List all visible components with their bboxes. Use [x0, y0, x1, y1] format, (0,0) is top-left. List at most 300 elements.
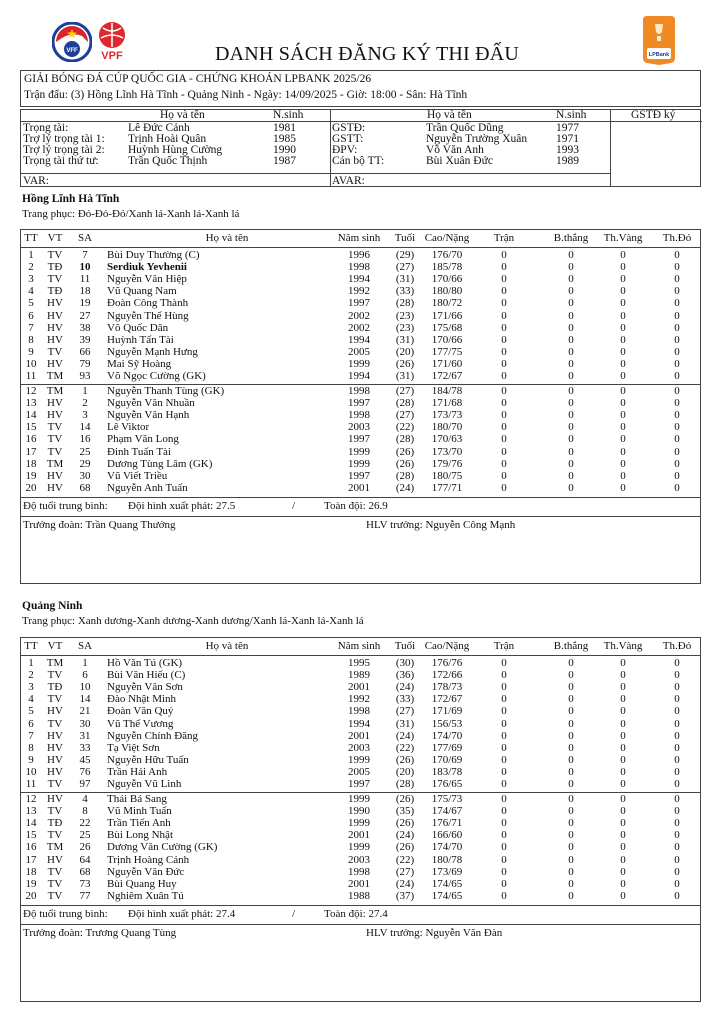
match-info-box: [20, 70, 701, 107]
player-name-cell: Tạ Việt Sơn: [107, 742, 160, 754]
red-cards-cell: 0: [674, 261, 680, 273]
goals-cell: 0: [568, 334, 574, 346]
red-cards-cell: 0: [674, 705, 680, 717]
birth-year-cell: 1999: [348, 793, 370, 805]
height-weight-cell: 176/76: [431, 657, 463, 669]
birth-year-cell: 1998: [348, 261, 370, 273]
yellow-cards-cell: 0: [620, 805, 626, 817]
red-cards-cell: 0: [674, 730, 680, 742]
number-cell: 13: [25, 397, 37, 409]
page-title: DANH SÁCH ĐĂNG KÝ THI ĐẤU: [214, 43, 520, 65]
age-cell: (26): [395, 446, 415, 458]
age-cell: (28): [395, 297, 415, 309]
goals-cell: 0: [568, 273, 574, 285]
red-cards-cell: 0: [674, 854, 680, 866]
red-cards-cell: 0: [674, 681, 680, 693]
age-cell: (27): [395, 385, 415, 397]
age-cell: (24): [395, 829, 415, 841]
matches-cell: 0: [501, 829, 507, 841]
official-year: 1981: [273, 122, 296, 134]
player-name-cell: Võ Ngọc Cường (GK): [107, 370, 206, 382]
yellow-cards-cell: 0: [620, 890, 626, 902]
age-cell: (24): [395, 681, 415, 693]
header-goals: B.thắng: [553, 640, 589, 652]
yellow-cards-cell: 0: [620, 817, 626, 829]
player-name-cell: Trịnh Hoàng Cảnh: [107, 854, 190, 866]
header-age: Tuổi: [394, 232, 416, 244]
staff-divider: [21, 924, 700, 925]
height-weight-cell: 156/53: [431, 718, 463, 730]
shirt-number-cell: 39: [79, 334, 91, 346]
player-name-cell: Nguyễn Chính Đăng: [107, 730, 199, 742]
shirt-number-cell: 1: [82, 657, 88, 669]
height-weight-cell: 177/71: [431, 482, 463, 494]
number-cell: 8: [28, 334, 34, 346]
height-weight-cell: 171/66: [431, 310, 463, 322]
age-cell: (22): [395, 742, 415, 754]
birth-year-cell: 2001: [348, 829, 370, 841]
birth-year-cell: 2005: [348, 346, 370, 358]
yellow-cards-cell: 0: [620, 310, 626, 322]
matches-cell: 0: [501, 458, 507, 470]
matches-cell: 0: [501, 334, 507, 346]
number-cell: 4: [28, 693, 34, 705]
height-weight-cell: 184/78: [431, 385, 463, 397]
height-weight-cell: 180/75: [431, 470, 463, 482]
match-details: Trận đấu: (3) Hồng Lĩnh Hà Tĩnh - Quảng Ninh - Ngày: 14/09/2025 - Giờ: 18:00 - Sân: Hà Tĩnh: [24, 89, 468, 101]
goals-cell: 0: [568, 778, 574, 790]
yellow-cards-cell: 0: [620, 421, 626, 433]
yellow-cards-cell: 0: [620, 766, 626, 778]
roster-header-row: [21, 641, 700, 653]
number-cell: 19: [25, 470, 37, 482]
goals-cell: 0: [568, 841, 574, 853]
average-divider: [21, 497, 700, 498]
birth-year-cell: 1999: [348, 841, 370, 853]
yellow-cards-cell: 0: [620, 482, 626, 494]
age-cell: (28): [395, 433, 415, 445]
shirt-number-cell: 76: [79, 766, 91, 778]
header-birth-year: Năm sinh: [337, 640, 381, 652]
yellow-cards-cell: 0: [620, 470, 626, 482]
height-weight-cell: 175/68: [431, 322, 463, 334]
position-cell: TV: [47, 878, 63, 890]
shirt-number-cell: 21: [79, 705, 91, 717]
team-kit-home: Trang phục: Đỏ-Đỏ-Đỏ/Xanh lá-Xanh lá-Xanh lá: [22, 208, 240, 220]
matches-cell: 0: [501, 841, 507, 853]
average-age-team: Toàn đội: 27.4: [324, 908, 388, 920]
age-cell: (31): [395, 370, 415, 382]
player-row: [21, 891, 700, 903]
number-cell: 7: [28, 730, 34, 742]
avar-label: AVAR:: [332, 175, 365, 187]
average-age-label: Độ tuổi trung bình:: [23, 908, 108, 920]
position-cell: HV: [47, 742, 63, 754]
height-weight-cell: 180/78: [431, 854, 463, 866]
height-weight-cell: 174/65: [431, 890, 463, 902]
height-weight-cell: 176/65: [431, 778, 463, 790]
yellow-cards-cell: 0: [620, 693, 626, 705]
number-cell: 3: [28, 273, 34, 285]
birth-year-cell: 1999: [348, 817, 370, 829]
goals-cell: 0: [568, 249, 574, 261]
birth-year-cell: 1994: [348, 273, 370, 285]
shirt-number-cell: 29: [79, 458, 91, 470]
average-divider: [21, 905, 700, 906]
matches-cell: 0: [501, 470, 507, 482]
player-name-cell: Trần Tiến Anh: [107, 817, 171, 829]
goals-cell: 0: [568, 793, 574, 805]
red-cards-cell: 0: [674, 346, 680, 358]
player-name-cell: Thái Bá Sang: [107, 793, 167, 805]
goals-cell: 0: [568, 421, 574, 433]
yellow-cards-cell: 0: [620, 458, 626, 470]
height-weight-cell: 170/66: [431, 334, 463, 346]
birth-year-cell: 1999: [348, 754, 370, 766]
number-cell: 17: [25, 446, 37, 458]
shirt-number-cell: 33: [79, 742, 91, 754]
header-sa: SA: [77, 232, 93, 244]
roster-header-row: [21, 233, 700, 245]
matches-cell: 0: [501, 370, 507, 382]
player-name-cell: Đào Nhật Minh: [107, 693, 177, 705]
position-cell: TV: [47, 778, 63, 790]
player-name-cell: Nguyễn Thanh Tùng (GK): [107, 385, 225, 397]
position-cell: HV: [47, 730, 63, 742]
official-year: 1977: [556, 122, 579, 134]
matches-cell: 0: [501, 261, 507, 273]
officials-header-year: N.sinh: [273, 109, 304, 121]
header-tt: TT: [24, 640, 38, 652]
birth-year-cell: 1988: [348, 890, 370, 902]
position-cell: HV: [47, 705, 63, 717]
birth-year-cell: 1996: [348, 249, 370, 261]
goals-cell: 0: [568, 705, 574, 717]
goals-cell: 0: [568, 261, 574, 273]
height-weight-cell: 173/69: [431, 866, 463, 878]
red-cards-cell: 0: [674, 297, 680, 309]
official-year: 1989: [556, 155, 579, 167]
shirt-number-cell: 4: [82, 793, 88, 805]
position-cell: HV: [47, 358, 63, 370]
shirt-number-cell: 22: [79, 817, 91, 829]
goals-cell: 0: [568, 397, 574, 409]
matches-cell: 0: [501, 322, 507, 334]
official-year: 1993: [556, 144, 579, 156]
number-cell: 10: [25, 766, 37, 778]
matches-cell: 0: [501, 718, 507, 730]
red-cards-cell: 0: [674, 370, 680, 382]
number-cell: 11: [25, 370, 37, 382]
goals-cell: 0: [568, 805, 574, 817]
official-year: 1985: [273, 133, 296, 145]
matches-cell: 0: [501, 793, 507, 805]
official-name: Trịnh Hoài Quân: [128, 133, 207, 145]
goals-cell: 0: [568, 681, 574, 693]
height-weight-cell: 179/76: [431, 458, 463, 470]
position-cell: HV: [47, 409, 63, 421]
goals-cell: 0: [568, 358, 574, 370]
red-cards-cell: 0: [674, 829, 680, 841]
official-role: Trợ lý trọng tài 1:: [23, 133, 105, 145]
position-cell: TĐ: [47, 681, 63, 693]
player-name-cell: Hồ Văn Tú (GK): [107, 657, 183, 669]
yellow-cards-cell: 0: [620, 370, 626, 382]
yellow-cards-cell: 0: [620, 657, 626, 669]
goals-cell: 0: [568, 669, 574, 681]
red-cards-cell: 0: [674, 693, 680, 705]
header-yellow-cards: Th.Vàng: [603, 232, 643, 244]
matches-cell: 0: [501, 854, 507, 866]
red-cards-cell: 0: [674, 482, 680, 494]
number-cell: 20: [25, 890, 37, 902]
average-age-starting: Đội hình xuất phát: 27.5: [128, 500, 236, 512]
red-cards-cell: 0: [674, 273, 680, 285]
supervisor-sign-header: GSTĐ ký: [631, 109, 676, 121]
official-name: Nguyễn Trường Xuân: [426, 133, 528, 145]
age-cell: (33): [395, 693, 415, 705]
age-cell: (24): [395, 482, 415, 494]
height-weight-cell: 176/70: [431, 249, 463, 261]
header-matches: Trận: [493, 640, 515, 652]
matches-cell: 0: [501, 778, 507, 790]
matches-cell: 0: [501, 297, 507, 309]
shirt-number-cell: 7: [82, 249, 88, 261]
height-weight-cell: 185/78: [431, 261, 463, 273]
player-name-cell: Dương Văn Cường (GK): [107, 841, 218, 853]
birth-year-cell: 2005: [348, 766, 370, 778]
age-cell: (27): [395, 409, 415, 421]
age-cell: (26): [395, 817, 415, 829]
yellow-cards-cell: 0: [620, 346, 626, 358]
svg-text:VFF: VFF: [66, 48, 78, 54]
goals-cell: 0: [568, 878, 574, 890]
shirt-number-cell: 16: [79, 433, 91, 445]
player-name-cell: Vũ Viết Triều: [107, 470, 168, 482]
matches-cell: 0: [501, 421, 507, 433]
red-cards-cell: 0: [674, 878, 680, 890]
age-cell: (23): [395, 310, 415, 322]
age-cell: (26): [395, 754, 415, 766]
header-name: Họ và tên: [205, 232, 249, 244]
number-cell: 3: [28, 681, 34, 693]
player-name-cell: Phạm Văn Long: [107, 433, 179, 445]
shirt-number-cell: 25: [79, 829, 91, 841]
number-cell: 10: [25, 358, 37, 370]
height-weight-cell: 172/67: [431, 370, 463, 382]
matches-cell: 0: [501, 249, 507, 261]
player-name-cell: Nguyễn Thế Hùng: [107, 310, 189, 322]
shirt-number-cell: 14: [79, 421, 91, 433]
number-cell: 16: [25, 433, 37, 445]
number-cell: 14: [25, 409, 37, 421]
birth-year-cell: 1997: [348, 433, 370, 445]
yellow-cards-cell: 0: [620, 793, 626, 805]
shirt-number-cell: 79: [79, 358, 91, 370]
shirt-number-cell: 31: [79, 730, 91, 742]
player-name-cell: Nghiêm Xuân Tú: [107, 890, 184, 902]
header-yellow-cards: Th.Vàng: [603, 640, 643, 652]
position-cell: TĐ: [47, 817, 63, 829]
number-cell: 19: [25, 878, 37, 890]
age-cell: (24): [395, 878, 415, 890]
red-cards-cell: 0: [674, 718, 680, 730]
matches-cell: 0: [501, 669, 507, 681]
shirt-number-cell: 64: [79, 854, 91, 866]
shirt-number-cell: 14: [79, 693, 91, 705]
officials-box: [20, 109, 701, 187]
number-cell: 11: [25, 778, 37, 790]
number-cell: 1: [28, 657, 34, 669]
height-weight-cell: 174/70: [431, 841, 463, 853]
official-role: GSTĐ:: [332, 122, 366, 134]
position-cell: TM: [46, 458, 64, 470]
official-year: 1971: [556, 133, 579, 145]
number-cell: 15: [25, 421, 37, 433]
age-cell: (28): [395, 397, 415, 409]
age-cell: (26): [395, 793, 415, 805]
birth-year-cell: 1995: [348, 657, 370, 669]
player-name-cell: Bùi Long Nhật: [107, 829, 173, 841]
birth-year-cell: 1998: [348, 705, 370, 717]
goals-cell: 0: [568, 890, 574, 902]
birth-year-cell: 2003: [348, 421, 370, 433]
number-cell: 18: [25, 866, 37, 878]
official-name: Trần Quốc Thịnh: [128, 155, 208, 167]
position-cell: HV: [47, 482, 63, 494]
yellow-cards-cell: 0: [620, 742, 626, 754]
red-cards-cell: 0: [674, 657, 680, 669]
player-row: [21, 706, 700, 718]
red-cards-cell: 0: [674, 866, 680, 878]
birth-year-cell: 2003: [348, 854, 370, 866]
official-year: 1990: [273, 144, 296, 156]
yellow-cards-cell: 0: [620, 397, 626, 409]
red-cards-cell: 0: [674, 778, 680, 790]
matches-cell: 0: [501, 310, 507, 322]
age-cell: (20): [395, 346, 415, 358]
position-cell: TV: [47, 346, 63, 358]
red-cards-cell: 0: [674, 433, 680, 445]
average-age-team: Toàn đội: 26.9: [324, 500, 388, 512]
shirt-number-cell: 93: [79, 370, 91, 382]
yellow-cards-cell: 0: [620, 730, 626, 742]
yellow-cards-cell: 0: [620, 273, 626, 285]
matches-cell: 0: [501, 385, 507, 397]
matches-cell: 0: [501, 754, 507, 766]
matches-cell: 0: [501, 866, 507, 878]
position-cell: TĐ: [47, 285, 63, 297]
height-weight-cell: 173/73: [431, 409, 463, 421]
age-cell: (27): [395, 705, 415, 717]
position-cell: TM: [46, 385, 64, 397]
red-cards-cell: 0: [674, 470, 680, 482]
national-cup-lpbank-logo-icon: [640, 14, 678, 66]
goals-cell: 0: [568, 742, 574, 754]
height-weight-cell: 172/67: [431, 693, 463, 705]
yellow-cards-cell: 0: [620, 718, 626, 730]
header-red-cards: Th.Đỏ: [662, 640, 692, 652]
shirt-number-cell: 77: [79, 890, 91, 902]
red-cards-cell: 0: [674, 805, 680, 817]
birth-year-cell: 2002: [348, 322, 370, 334]
player-name-cell: Nguyễn Văn Sơn: [107, 681, 183, 693]
birth-year-cell: 2002: [348, 310, 370, 322]
official-name: Trần Quốc Dũng: [426, 122, 504, 134]
birth-year-cell: 2001: [348, 482, 370, 494]
goals-cell: 0: [568, 385, 574, 397]
header-red-cards: Th.Đỏ: [662, 232, 692, 244]
red-cards-cell: 0: [674, 334, 680, 346]
goals-cell: 0: [568, 829, 574, 841]
header-matches: Trận: [493, 232, 515, 244]
birth-year-cell: 2001: [348, 730, 370, 742]
staff-divider: [21, 516, 700, 517]
official-role: ĐPV:: [332, 144, 358, 156]
number-cell: 4: [28, 285, 34, 297]
age-cell: (27): [395, 261, 415, 273]
height-weight-cell: 180/70: [431, 421, 463, 433]
shirt-number-cell: 1: [82, 385, 88, 397]
official-role: Trọng tài:: [23, 122, 69, 134]
height-weight-cell: 175/73: [431, 793, 463, 805]
average-separator: /: [292, 500, 296, 512]
birth-year-cell: 1997: [348, 470, 370, 482]
shirt-number-cell: 8: [82, 805, 88, 817]
position-cell: HV: [47, 854, 63, 866]
birth-year-cell: 1994: [348, 718, 370, 730]
matches-cell: 0: [501, 409, 507, 421]
shirt-number-cell: 73: [79, 878, 91, 890]
yellow-cards-cell: 0: [620, 334, 626, 346]
goals-cell: 0: [568, 370, 574, 382]
goals-cell: 0: [568, 817, 574, 829]
birth-year-cell: 1999: [348, 458, 370, 470]
goals-cell: 0: [568, 297, 574, 309]
position-cell: HV: [47, 397, 63, 409]
matches-cell: 0: [501, 446, 507, 458]
goals-cell: 0: [568, 433, 574, 445]
player-name-cell: Nguyễn Anh Tuấn: [107, 482, 188, 494]
red-cards-cell: 0: [674, 322, 680, 334]
player-name-cell: Vũ Thế Vương: [107, 718, 174, 730]
shirt-number-cell: 18: [79, 285, 91, 297]
position-cell: HV: [47, 470, 63, 482]
average-age-starting: Đội hình xuất phát: 27.4: [128, 908, 236, 920]
player-name-cell: Nguyễn Văn Nhuần: [107, 397, 195, 409]
shirt-number-cell: 30: [79, 718, 91, 730]
average-separator: /: [292, 908, 296, 920]
player-name-cell: Dương Tùng Lâm (GK): [107, 458, 213, 470]
header-divider: [21, 247, 700, 248]
red-cards-cell: 0: [674, 358, 680, 370]
matches-cell: 0: [501, 817, 507, 829]
age-cell: (30): [395, 657, 415, 669]
goals-cell: 0: [568, 766, 574, 778]
matches-cell: 0: [501, 878, 507, 890]
player-name-cell: Nguyễn Mạnh Hưng: [107, 346, 198, 358]
matches-cell: 0: [501, 346, 507, 358]
header-height-weight: Cao/Nặng: [424, 640, 470, 652]
player-row: [21, 371, 700, 383]
position-cell: HV: [47, 297, 63, 309]
age-cell: (31): [395, 718, 415, 730]
age-cell: (28): [395, 778, 415, 790]
player-name-cell: Mai Sỹ Hoàng: [107, 358, 172, 370]
birth-year-cell: 1994: [348, 370, 370, 382]
birth-year-cell: 2001: [348, 878, 370, 890]
shirt-number-cell: 26: [79, 841, 91, 853]
